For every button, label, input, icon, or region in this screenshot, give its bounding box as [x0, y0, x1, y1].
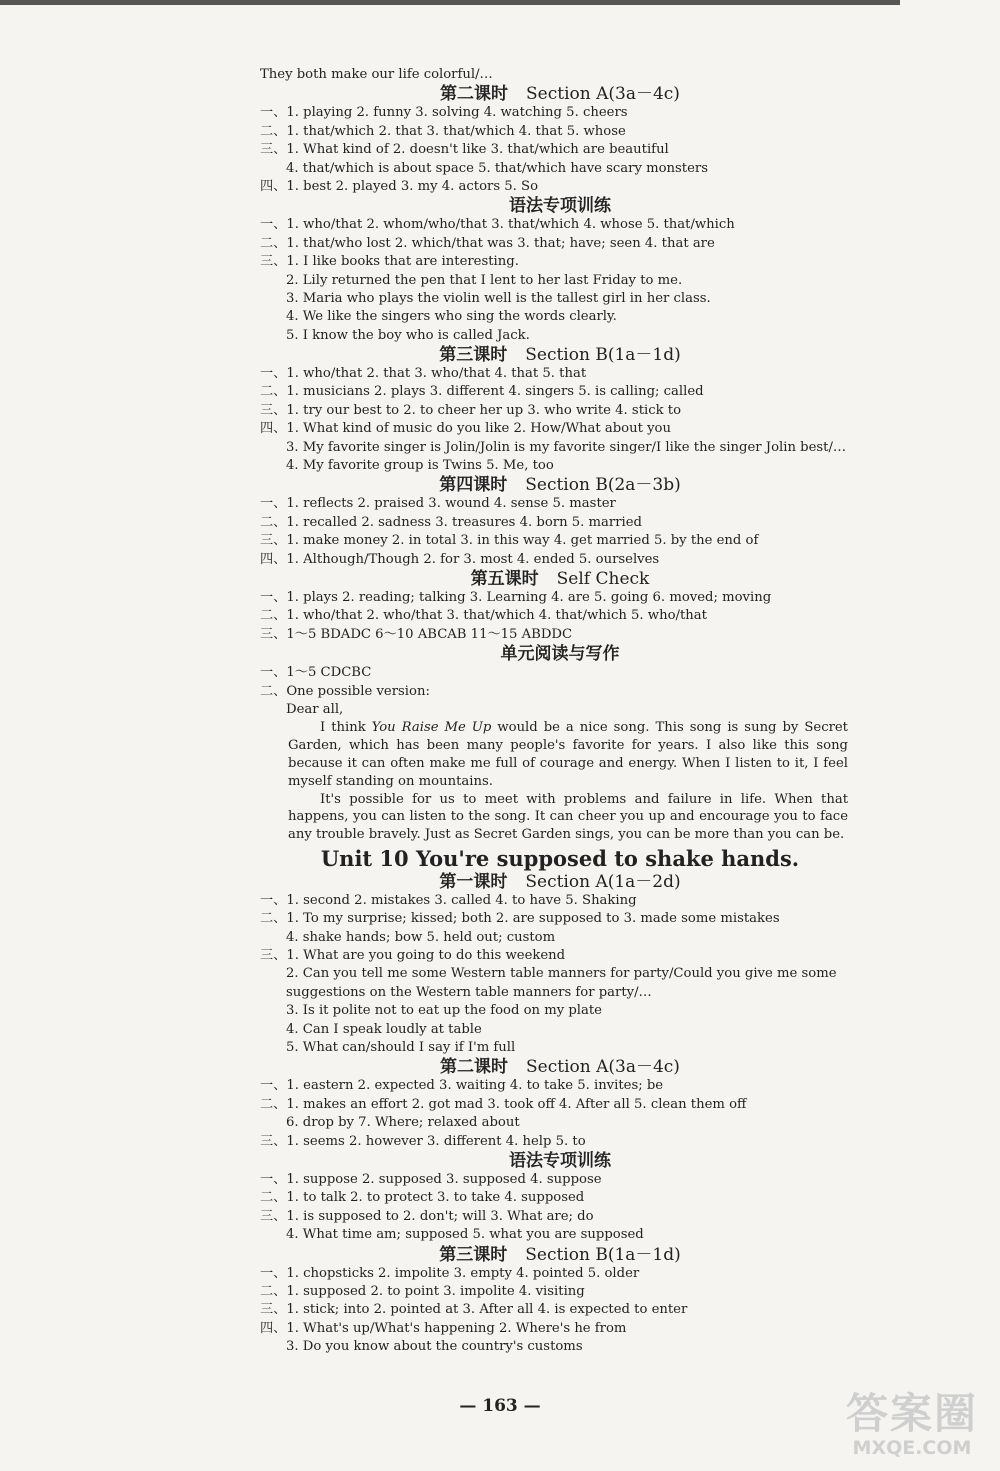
answer-line: 4. shake hands; bow 5. held out; custom: [286, 929, 556, 945]
answer-line: 三、1. seems 2. however 3. different 4. help 5. to: [260, 1133, 586, 1149]
answer-line: 一、1. plays 2. reading; talking 3. Learning 4. are 5. going 6. moved; moving: [260, 589, 772, 605]
lesson-heading: [260, 644, 860, 664]
lesson-label: 第五课时: [470, 568, 539, 589]
answer-line: 4. We like the singers who sing the words clearly.: [286, 309, 617, 325]
answer-line: 二、1. To my surprise; kissed; both 2. are supposed to 3. made some mistakes: [260, 911, 780, 927]
answer-page: [260, 66, 860, 1357]
answer-line: 3. Do you know about the country's customs: [286, 1339, 583, 1355]
answer-line: 二、1. recalled 2. sadness 3. treasures 4. born 5. married: [260, 514, 642, 530]
answer-line: 三、1～5 BDADC 6～10 ABCAB 11～15 ABDDC: [260, 626, 573, 642]
answer-line: 一、1. who/that 2. whom/who/that 3. that/which 4. whose 5. that/which: [260, 217, 735, 233]
letter-paragraph: It's possible for us to meet with problems and failure in life. When that happens, you can listen to the song. It can cheer you up and encourage you to face any trouble bravely. Just as Secret Garden sings, you can be more than you can be.: [288, 791, 848, 843]
answer-line: 一、1. who/that 2. that 3. who/that 4. that 5. that: [260, 366, 587, 382]
lesson-heading: [260, 84, 860, 104]
answer-line: 4. What time am; supposed 5. what you are supposed: [286, 1227, 644, 1243]
letter-text: would be a nice song. This song is sung by Secret Garden, which has been many people's favorite for years. I also like this song because it can often make me full of courage and energy. When I listen to it, I feel myself standing on mountains.: [288, 720, 848, 789]
answer-line: 三、1. is supposed to 2. don't; will 3. What are; do: [260, 1208, 594, 1224]
lesson-heading: [260, 1057, 860, 1077]
answer-line: 二、1. musicians 2. plays 3. different 4. singers 5. is calling; called: [260, 384, 704, 400]
lesson-label: 第三课时: [439, 345, 508, 366]
answer-line: 二、1. supposed 2. to point 3. impolite 4. visiting: [260, 1283, 585, 1299]
answer-line: 四、1. What's up/What's happening 2. Where's he from: [260, 1320, 627, 1336]
section-label: Section B(1a－1d): [525, 345, 681, 366]
answer-line: 2. Lily returned the pen that I lent to her last Friday to me.: [286, 272, 683, 288]
lesson-label: 语法专项训练: [509, 196, 611, 217]
section-label: Self Check: [556, 568, 650, 589]
answer-line: 二、1. that/who lost 2. which/that was 3. that; have; seen 4. that are: [260, 235, 715, 251]
answer-line: 3. My favorite singer is Jolin/Jolin is my favorite singer/I like the singer Jolin best/…: [286, 439, 847, 455]
section-label: Section A(3a－4c): [526, 84, 680, 105]
answer-line: 4. My favorite group is Twins 5. Me, too: [286, 458, 554, 474]
section-label: Section B(2a－3b): [525, 475, 681, 496]
answer-line: 四、1. What kind of music do you like 2. How/What about you: [260, 421, 671, 437]
section-label: Section B(1a－1d): [525, 1244, 681, 1265]
answer-line: 一、1. playing 2. funny 3. solving 4. watching 5. cheers: [260, 105, 628, 121]
answer-line: 一、1. chopsticks 2. impolite 3. empty 4. pointed 5. older: [260, 1265, 640, 1281]
lesson-heading: [260, 872, 860, 892]
answer-line: 一、1. suppose 2. supposed 3. supposed 4. suppose: [260, 1171, 602, 1187]
answer-line: 3. Is it polite not to eat up the food on my plate: [286, 1003, 602, 1019]
watermark-url: MXQE.COM: [852, 1437, 972, 1459]
lesson-label: 第二课时: [440, 84, 509, 105]
answer-line: 二、1. that/which 2. that 3. that/which 4. that 5. whose: [260, 123, 626, 139]
answer-line: 二、1. to talk 2. to protect 3. to take 4. supposed: [260, 1190, 585, 1206]
letter-text: I think: [320, 720, 372, 736]
letter-paragraph: [288, 719, 848, 790]
section-label: Section A(3a－4c): [526, 1057, 680, 1078]
answer-line: 三、1. make money 2. in total 3. in this way 4. get married 5. by the end of: [260, 533, 759, 549]
answer-line: 一、1～5 CDCBC: [260, 665, 372, 681]
answer-line: 一、1. eastern 2. expected 3. waiting 4. to take 5. invites; be: [260, 1078, 664, 1094]
answer-line: 4. Can I speak loudly at table: [286, 1021, 482, 1037]
answer-section-unit9: [260, 84, 860, 719]
answer-line: Dear all,: [286, 701, 344, 717]
answer-section-unit10: [260, 872, 860, 1357]
answer-line: 2. Can you tell me some Western table manners for party/Could you give me some: [286, 966, 837, 982]
answer-line: suggestions on the Western table manners for party/…: [286, 984, 652, 1000]
lesson-heading: [260, 1151, 860, 1171]
answer-line: 三、1. stick; into 2. pointed at 3. After all 4. is expected to enter: [260, 1302, 688, 1318]
intro-line: They both make our life colorful/…: [260, 67, 493, 82]
top-rule: [0, 0, 900, 5]
lesson-heading: [260, 1245, 860, 1265]
watermark-text: 答案圈: [845, 1389, 978, 1438]
lesson-heading: [260, 196, 860, 216]
answer-line: 三、1. What are you going to do this weekend: [260, 948, 566, 964]
lesson-label: 单元阅读与写作: [500, 644, 620, 665]
lesson-label: 第三课时: [439, 1244, 508, 1265]
lesson-heading: [260, 475, 860, 495]
answer-line: 四、1. Although/Though 2. for 3. most 4. ended 5. ourselves: [260, 551, 660, 567]
answer-line: 二、1. makes an effort 2. got mad 3. took off 4. After all 5. clean them off: [260, 1096, 747, 1112]
answer-line: 3. Maria who plays the violin well is the tallest girl in her class.: [286, 290, 711, 306]
answer-line: 三、1. What kind of 2. doesn't like 3. that/which are beautiful: [260, 142, 669, 158]
unit-title: Unit 10 You're supposed to shake hands.: [320, 845, 800, 871]
watermark-logo: [846, 1391, 978, 1459]
lesson-label: 第一课时: [439, 871, 508, 892]
lesson-label: 第二课时: [440, 1057, 509, 1078]
lesson-label: 第四课时: [439, 475, 508, 496]
answer-line: 二、One possible version:: [260, 683, 430, 699]
lesson-label: 语法专项训练: [509, 1150, 611, 1171]
answer-line: 5. I know the boy who is called Jack.: [286, 327, 530, 343]
answer-line: 4. that/which is about space 5. that/which have scary monsters: [286, 160, 708, 176]
answer-line: 二、1. who/that 2. who/that 3. that/which 4. that/which 5. who/that: [260, 608, 707, 624]
answer-line: 5. What can/should I say if I'm full: [286, 1040, 516, 1056]
answer-line: 三、1. try our best to 2. to cheer her up 3. who write 4. stick to: [260, 402, 682, 418]
answer-line: 四、1. best 2. played 3. my 4. actors 5. So: [260, 178, 539, 194]
section-label: Section A(1a－2d): [525, 871, 681, 892]
lesson-heading: [260, 345, 860, 365]
page-number: — 163 —: [459, 1396, 541, 1416]
answer-line: 一、1. reflects 2. praised 3. wound 4. sense 5. master: [260, 496, 616, 512]
song-title: You Raise Me Up: [371, 720, 492, 736]
sample-letter: [260, 719, 848, 844]
lesson-heading: [260, 569, 860, 589]
answer-line: 一、1. second 2. mistakes 3. called 4. to have 5. Shaking: [260, 892, 637, 908]
answer-line: 6. drop by 7. Where; relaxed about: [286, 1115, 520, 1131]
answer-line: 三、1. I like books that are interesting.: [260, 254, 519, 270]
